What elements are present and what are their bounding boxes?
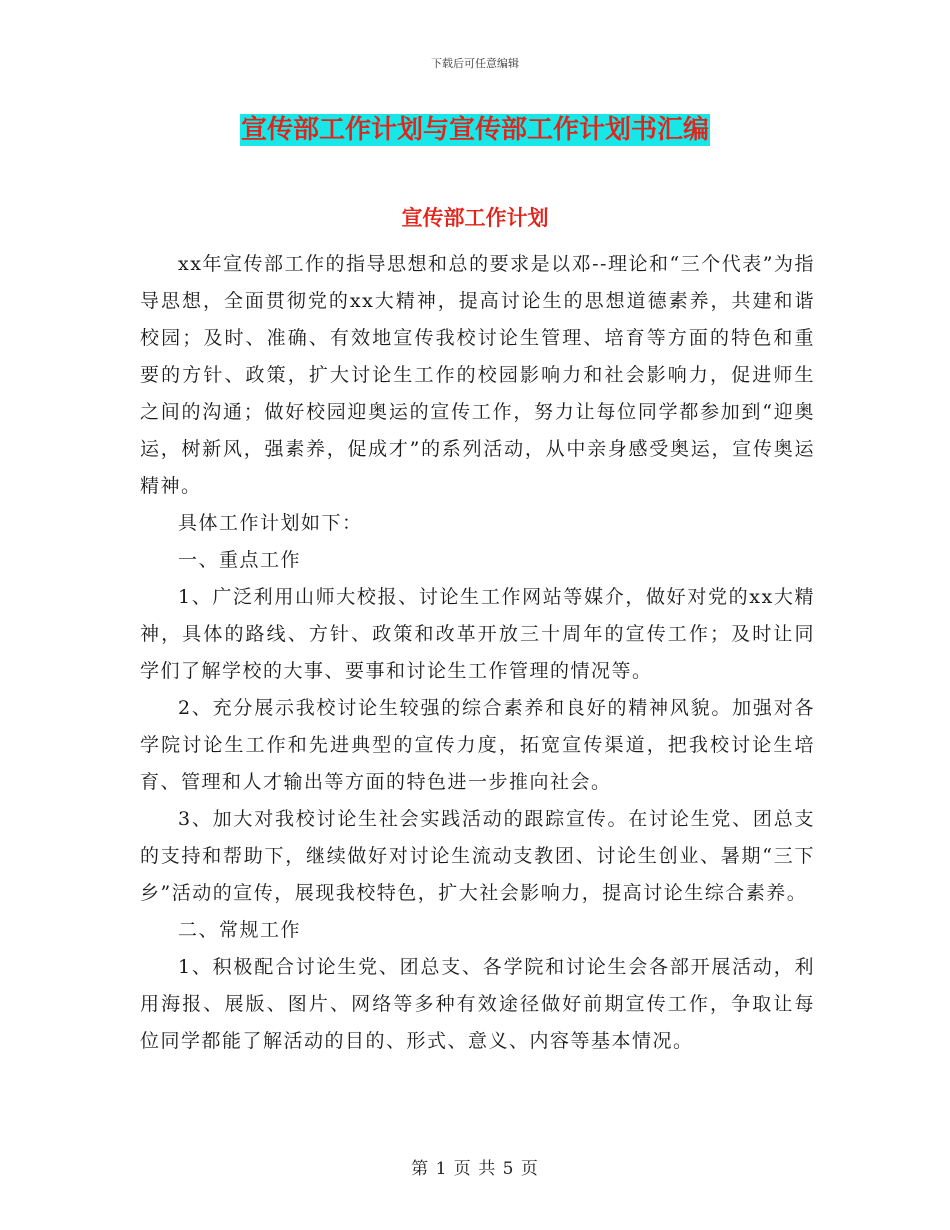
page-number-footer: 第 1 页 共 5 页 [411, 1159, 539, 1179]
paragraph: 1、积极配合讨论生党、团总支、各学院和讨论生会各部开展活动，利用海报、展版、图片、网络等多种有效途径做好前期宣传工作，争取让每位同学都能了解活动的目的、形式、意义、内容等基本情况。 [140, 956, 815, 1052]
paragraph: 3、加大对我校讨论生社会实践活动的跟踪宣传。在讨论生党、团总支的支持和帮助下，继续做好对讨论生流动支教团、讨论生创业、暑期“三下乡”活动的宣传，展现我校特色，扩大社会影响力，提高讨论生综合素养。 [140, 808, 815, 904]
paragraph: 一、重点工作 [178, 549, 302, 571]
section-title: 宣传部工作计划 [401, 205, 549, 230]
paragraph: 二、常规工作 [178, 919, 302, 941]
paragraph: 具体工作计划如下： [178, 512, 363, 534]
paragraph: 2、充分展示我校讨论生较强的综合素养和良好的精神风貌。加强对各学院讨论生工作和先进典型的宣传力度，拓宽宣传渠道，把我校讨论生培育、管理和人才输出等方面的特色进一步推向社会。 [140, 697, 815, 793]
page-header-note: 下载后可任意编辑 [431, 57, 519, 70]
paragraph: 1、广泛利用山师大校报、讨论生工作网站等媒介，做好对党的xx大精神，具体的路线、方针、政策和改革开放三十周年的宣传工作；及时让同学们了解学校的大事、要事和讨论生工作管理的情况等。 [140, 586, 815, 682]
document-title-container [0, 114, 950, 146]
document-title: 宣传部工作计划与宣传部工作计划书汇编 [240, 115, 709, 145]
document-body [140, 246, 815, 1060]
paragraph: xx年宣传部工作的指导思想和总的要求是以邓--理论和“三个代表”为指导思想，全面贯彻党的xx大精神，提高讨论生的思想道德素养，共建和谐校园；及时、准确、有效地宣传我校讨论生管理、培育等方面的特色和重要的方针、政策，扩大讨论生工作的校园影响力和社会影响力，促进师生之间的沟通；做好校园迎奥运的宣传工作，努力让每位同学都参加到“迎奥运，树新风，强素养，促成才”的系列活动，从中亲身感受奥运，宣传奥运精神。 [140, 253, 815, 497]
